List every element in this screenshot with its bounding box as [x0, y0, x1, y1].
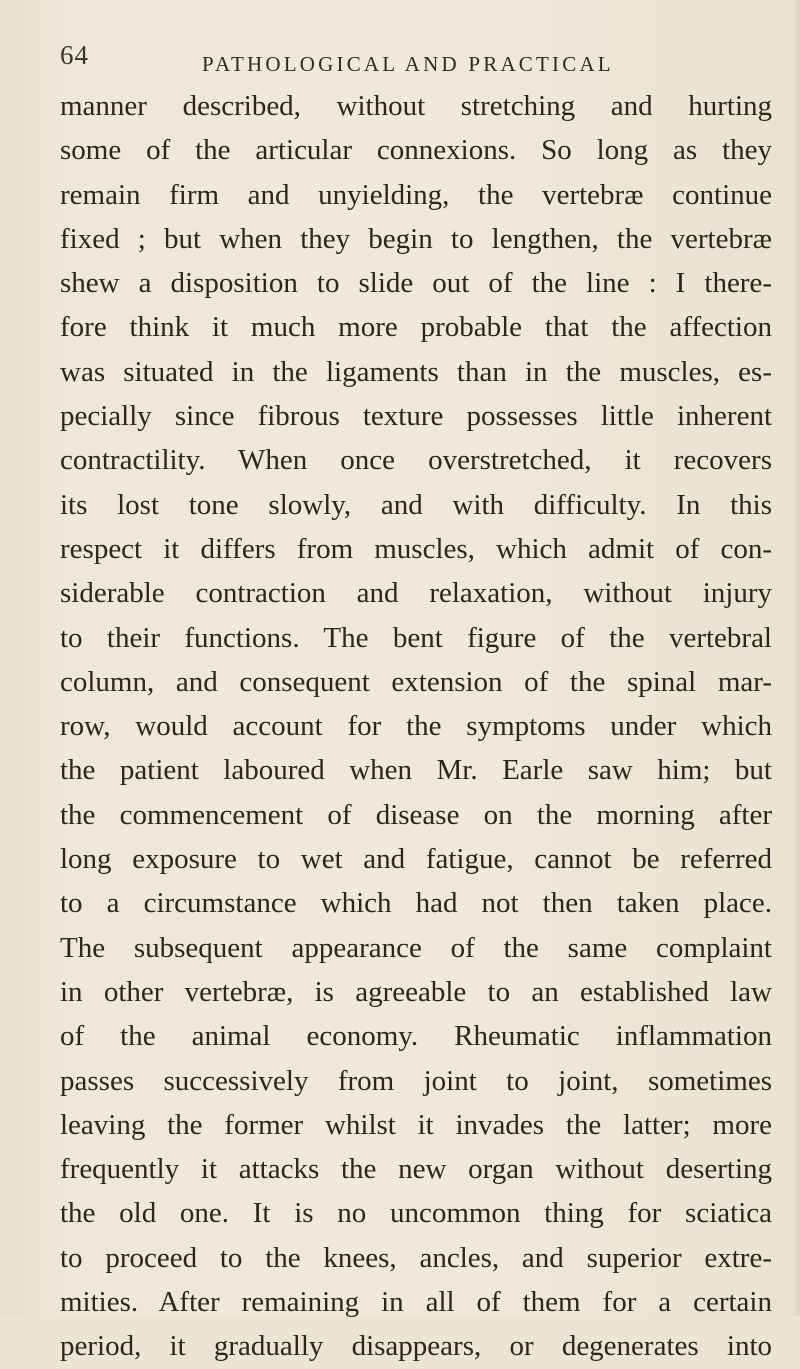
- page-edge-shadow: [794, 0, 800, 1316]
- text-line: to their functions. The bent figure of the vertebral: [60, 621, 772, 654]
- text-line: passes successively from joint to joint, sometimes: [60, 1064, 772, 1097]
- text-line: The subsequent appearance of the same complaint: [60, 931, 772, 964]
- running-head: PATHOLOGICAL AND PRACTICAL: [202, 52, 614, 76]
- text-line: manner described, without stretching and hurting: [60, 90, 772, 122]
- text-line: fore think it much more probable that the affection: [60, 311, 772, 344]
- page-number: 64: [60, 40, 89, 70]
- text-line: fixed ; but when they begin to lengthen, the vertebræ: [60, 222, 772, 255]
- text-line: siderable contraction and relaxation, without injury: [60, 577, 772, 610]
- text-line: frequently it attacks the new organ without deserting: [60, 1153, 772, 1186]
- text-line: of the animal economy. Rheumatic inflammation: [60, 1020, 772, 1053]
- text-line: some of the articular connexions. So long as they: [60, 134, 772, 167]
- text-line: its lost tone slowly, and with difficulty. In this: [60, 488, 772, 521]
- text-line: in other vertebræ, is agreeable to an established law: [60, 975, 772, 1008]
- text-line: contractility. When once overstretched, it recovers: [60, 444, 772, 477]
- text-line: respect it differs from muscles, which admit of con-: [60, 532, 772, 565]
- text-line: the commencement of disease on the morning after: [60, 798, 772, 831]
- text-line: pecially since fibrous texture possesses little inherent: [60, 400, 772, 433]
- text-line: mities. After remaining in all of them for a certain: [60, 1286, 772, 1319]
- text-line: long exposure to wet and fatigue, cannot be referred: [60, 843, 772, 876]
- text-line: row, would account for the symptoms under which: [60, 710, 772, 743]
- body-text: [60, 84, 772, 1369]
- text-line: the old one. It is no uncommon thing for sciatica: [60, 1197, 772, 1230]
- text-line: remain firm and unyielding, the vertebræ continue: [60, 178, 772, 211]
- text-line: the patient laboured when Mr. Earle saw him; but: [60, 754, 772, 787]
- text-line: to a circumstance which had not then taken place.: [60, 887, 772, 920]
- text-line: column, and consequent extension of the spinal mar-: [60, 665, 772, 698]
- text-line: shew a disposition to slide out of the line : I there-: [60, 267, 772, 300]
- text-line: was situated in the ligaments than in the muscles, es-: [60, 355, 772, 388]
- text-line: to proceed to the knees, ancles, and superior extre-: [60, 1241, 772, 1274]
- text-line: leaving the former whilst it invades the latter; more: [60, 1108, 772, 1141]
- text-line: period, it gradually disappears, or degenerates into: [60, 1330, 772, 1363]
- page-header: [60, 40, 760, 80]
